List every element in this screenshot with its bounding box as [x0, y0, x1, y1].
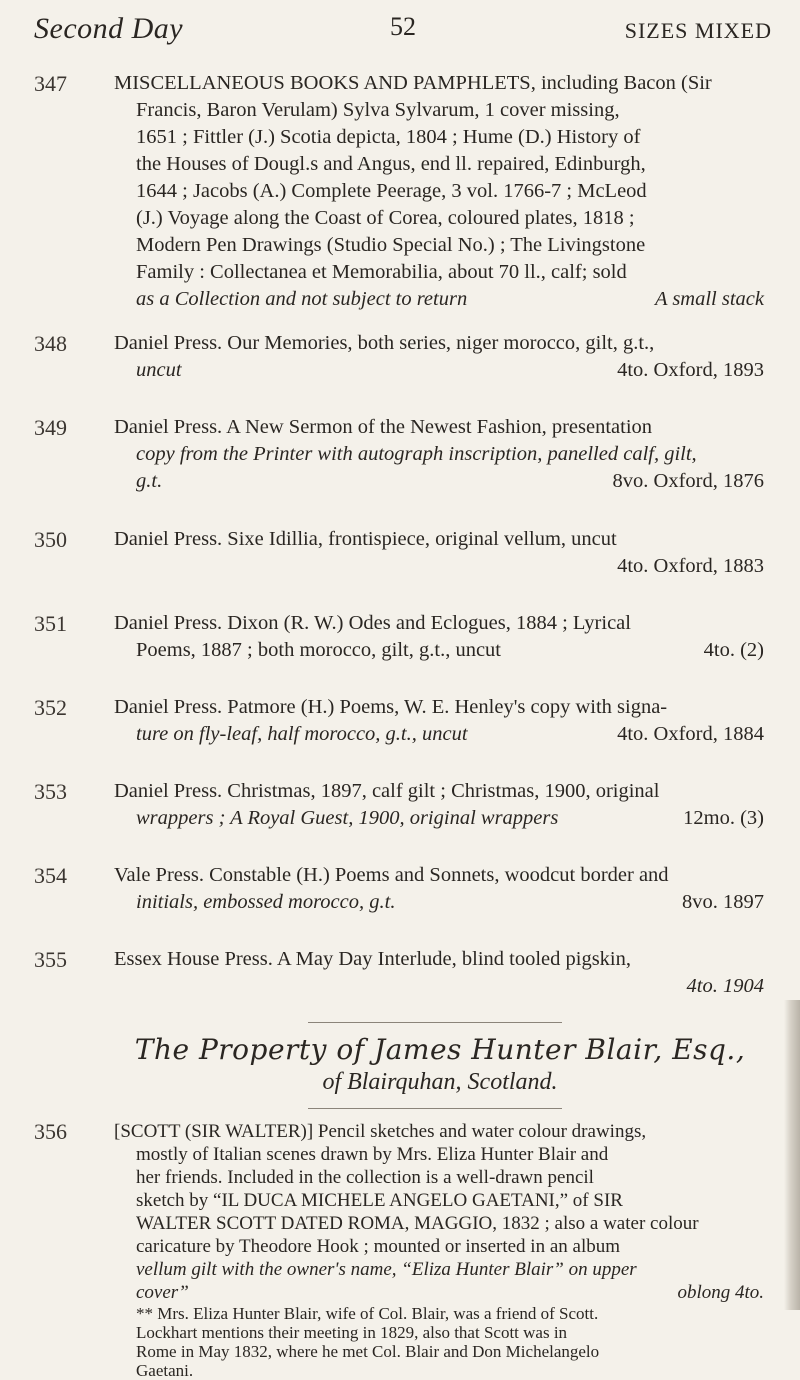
lot-format: 4to. Oxford, 1883	[617, 555, 764, 577]
lot-description	[114, 414, 764, 495]
lot-number: 356	[34, 1119, 67, 1144]
lot-note-line: Rome in May 1832, where he met Col. Blair and Don Michelangelo	[136, 1342, 600, 1361]
page-edge-shadow	[784, 1000, 800, 1310]
lot-line: 1651 ; Fittler (J.) Scotia depicta, 1804 ; Hume (D.) History of	[136, 126, 641, 148]
lot-number: 355	[34, 947, 67, 972]
lot-description	[114, 70, 764, 313]
lot-line: Daniel Press. Our Memories, both series, niger morocco, gilt, g.t.,	[114, 332, 655, 354]
lot-format: A small stack	[655, 288, 764, 310]
lot-description	[114, 862, 764, 916]
lot-line: g.t.	[136, 470, 163, 492]
lot-354	[34, 862, 764, 916]
divider-top	[308, 1022, 562, 1023]
property-subtitle: of Blairquhan, Scotland.	[322, 1069, 558, 1095]
lot-line: copy from the Printer with autograph inscription, panelled calf, gilt,	[136, 443, 697, 465]
lot-350	[34, 526, 764, 580]
lot-line: sketch by “IL DUCA MICHELE ANGELO GAETANI,” of SIR	[136, 1190, 623, 1211]
lot-348	[34, 330, 764, 384]
lot-number: 350	[34, 527, 67, 552]
lot-number: 351	[34, 611, 67, 636]
lot-line: Family : Collectanea et Memorabilia, about 70 ll., calf; sold	[136, 261, 627, 283]
lot-line: initials, embossed morocco, g.t.	[136, 891, 396, 913]
lot-line: Poems, 1887 ; both morocco, gilt, g.t., uncut	[136, 639, 501, 661]
lot-description	[114, 694, 764, 748]
lot-line: [SCOTT (SIR WALTER)] Pencil sketches and water colour drawings,	[114, 1121, 647, 1142]
lot-description	[114, 330, 764, 384]
lot-line: the Houses of Dougl.s and Angus, end ll. repaired, Edinburgh,	[136, 153, 646, 175]
lot-line: her friends. Included in the collection is a well-drawn pencil	[136, 1167, 594, 1188]
lot-line: uncut	[136, 359, 182, 381]
lot-format: oblong 4to.	[677, 1282, 764, 1303]
lot-355	[34, 946, 764, 1000]
lot-line: as a Collection and not subject to return	[136, 288, 468, 310]
lot-format: 8vo. Oxford, 1876	[612, 470, 764, 492]
lot-line: WALTER SCOTT DATED ROMA, MAGGIO, 1832 ; also a water colour	[136, 1213, 699, 1234]
lot-format: 4to. Oxford, 1884	[617, 723, 764, 745]
lot-description	[114, 946, 764, 1000]
lot-line: vellum gilt with the owner's name, “Eliza Hunter Blair” on upper	[136, 1259, 637, 1280]
lot-351	[34, 610, 764, 664]
lot-line: (J.) Voyage along the Coast of Corea, coloured plates, 1818 ;	[136, 207, 635, 229]
divider-bottom	[308, 1108, 562, 1109]
lot-line: ture on fly-leaf, half morocco, g.t., uncut	[136, 723, 468, 745]
lot-note-line: Lockhart mentions their meeting in 1829, also that Scott was in	[136, 1323, 568, 1342]
header-day: Second Day	[34, 12, 184, 45]
lot-line: Francis, Baron Verulam) Sylva Sylvarum, 1 cover missing,	[136, 99, 620, 121]
lot-description	[114, 778, 764, 832]
lot-number: 348	[34, 331, 67, 356]
lot-353	[34, 778, 764, 832]
lot-line: MISCELLANEOUS BOOKS AND PAMPHLETS, including Bacon (Sir	[114, 72, 712, 94]
lot-number: 354	[34, 863, 67, 888]
lot-line: Daniel Press. A New Sermon of the Newest Fashion, presentation	[114, 416, 653, 438]
lot-number: 353	[34, 779, 67, 804]
lot-line: cover”	[136, 1282, 189, 1303]
lot-description	[114, 610, 764, 664]
header-section: SIZES MIXED	[624, 18, 772, 43]
lot-line: Daniel Press. Patmore (H.) Poems, W. E. Henley's copy with signa-	[114, 696, 668, 718]
property-heading	[80, 1034, 800, 1098]
lot-line: mostly of Italian scenes drawn by Mrs. Eliza Hunter Blair and	[136, 1144, 609, 1165]
lot-format: 4to. (2)	[703, 639, 764, 661]
lot-note-line: ** Mrs. Eliza Hunter Blair, wife of Col. Blair, was a friend of Scott.	[136, 1304, 599, 1323]
lot-line: Modern Pen Drawings (Studio Special No.) ; The Livingstone	[136, 234, 646, 256]
lot-line: Essex House Press. A May Day Interlude, blind tooled pigskin,	[114, 948, 632, 970]
lot-description	[114, 1120, 764, 1380]
lot-description	[114, 526, 764, 580]
lot-format: 12mo. (3)	[683, 807, 764, 829]
lot-line: wrappers ; A Royal Guest, 1900, original wrappers	[136, 807, 559, 829]
lot-format: 4to. 1904	[686, 975, 764, 997]
lot-line: caricature by Theodore Hook ; mounted or inserted in an album	[136, 1236, 620, 1257]
lot-line: Vale Press. Constable (H.) Poems and Sonnets, woodcut border and	[114, 864, 669, 886]
lot-number: 349	[34, 415, 67, 440]
lot-347	[34, 70, 764, 313]
page-number: 52	[390, 12, 416, 41]
lot-line: 1644 ; Jacobs (A.) Complete Peerage, 3 vol. 1766-7 ; McLeod	[136, 180, 647, 202]
lot-line: Daniel Press. Christmas, 1897, calf gilt ; Christmas, 1900, original	[114, 780, 660, 802]
lot-number: 352	[34, 695, 67, 720]
page-header	[34, 12, 772, 52]
lot-number: 347	[34, 71, 67, 96]
lot-352	[34, 694, 764, 748]
lot-format: 8vo. 1897	[682, 891, 764, 913]
lot-349	[34, 414, 764, 495]
lot-note-line: Gaetani.	[136, 1361, 194, 1380]
lot-line: Daniel Press. Sixe Idillia, frontispiece, original vellum, uncut	[114, 528, 617, 550]
property-title: The Property of James Hunter Blair, Esq.,	[134, 1033, 746, 1066]
lot-line: Daniel Press. Dixon (R. W.) Odes and Eclogues, 1884 ; Lyrical	[114, 612, 631, 634]
lot-format: 4to. Oxford, 1893	[617, 359, 764, 381]
lot-356	[34, 1120, 764, 1380]
